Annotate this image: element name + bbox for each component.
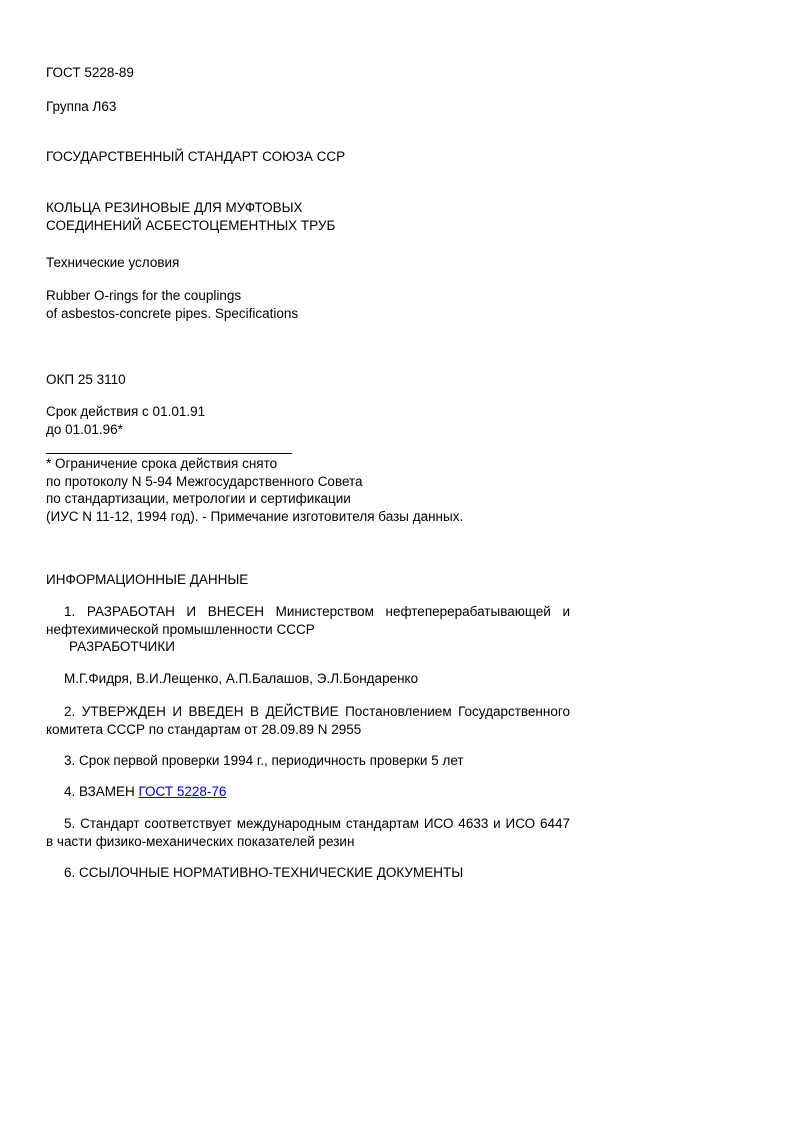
english-title-line-1: Rubber O-rings for the couplings bbox=[46, 288, 242, 303]
document-group: Группа Л63 bbox=[46, 99, 117, 114]
english-title bbox=[46, 287, 298, 322]
validity-period bbox=[46, 403, 205, 438]
info-heading: ИНФОРМАЦИОННЫЕ ДАННЫЕ bbox=[46, 572, 249, 587]
english-title-line-2: of asbestos-concrete pipes. Specifications bbox=[46, 305, 299, 321]
document-subtitle: Технические условия bbox=[46, 255, 180, 270]
validity-line-2: до 01.01.96* bbox=[46, 421, 123, 437]
title-line-2: СОЕДИНЕНИЙ АСБЕСТОЦЕМЕНТНЫХ ТРУБ bbox=[46, 217, 336, 233]
footnote-line-2: по протоколу N 5-94 Межгосударственного Совета bbox=[46, 473, 363, 489]
footnote-divider bbox=[46, 453, 292, 454]
info-item-6: 6. ССЫЛОЧНЫЕ НОРМАТИВНО-ТЕХНИЧЕСКИЕ ДОКУМЕНТЫ bbox=[64, 865, 464, 880]
validity-line-1: Срок действия с 01.01.91 bbox=[46, 404, 206, 419]
developers-list: М.Г.Фидря, В.И.Лещенко, А.П.Балашов, Э.Л.Бондаренко bbox=[64, 671, 419, 686]
document-title bbox=[46, 199, 335, 234]
developers-label: РАЗРАБОТЧИКИ bbox=[69, 639, 175, 654]
info-item-5: 5. Стандарт соответствует международным стандартам ИСО 4633 и ИСО 6447 в части физико-механических показателей резин bbox=[46, 816, 570, 849]
info-item-2: 2. УТВЕРЖДЕН И ВВЕДЕН В ДЕЙСТВИЕ Постановлением Государственного комитета СССР по стандартам от 28.09.89 N 2955 bbox=[46, 704, 570, 737]
title-line-1: КОЛЬЦА РЕЗИНОВЫЕ ДЛЯ МУФТОВЫХ bbox=[46, 200, 303, 215]
okp-code: ОКП 25 3110 bbox=[46, 372, 126, 387]
info-item-4 bbox=[64, 783, 226, 801]
standard-type: ГОСУДАРСТВЕННЫЙ СТАНДАРТ СОЮЗА ССР bbox=[46, 149, 346, 164]
footnote bbox=[46, 455, 463, 525]
info-item-4-prefix: 4. ВЗАМЕН bbox=[64, 784, 135, 799]
document-code: ГОСТ 5228-89 bbox=[46, 65, 134, 80]
replaced-standard-link[interactable]: ГОСТ 5228-76 bbox=[138, 784, 227, 799]
footnote-line-3: по стандартизации, метрологии и сертификации bbox=[46, 491, 351, 506]
footnote-line-4: (ИУС N 11-12, 1994 год). - Примечание изготовителя базы данных. bbox=[46, 508, 464, 524]
footnote-line-1: * Ограничение срока действия снято bbox=[46, 456, 278, 471]
info-item-1: 1. РАЗРАБОТАН И ВНЕСЕН Министерством нефтеперерабатывающей и нефтехимической промышленности СССР bbox=[46, 604, 570, 637]
info-item-3: 3. Срок первой проверки 1994 г., периодичность проверки 5 лет bbox=[64, 753, 464, 768]
